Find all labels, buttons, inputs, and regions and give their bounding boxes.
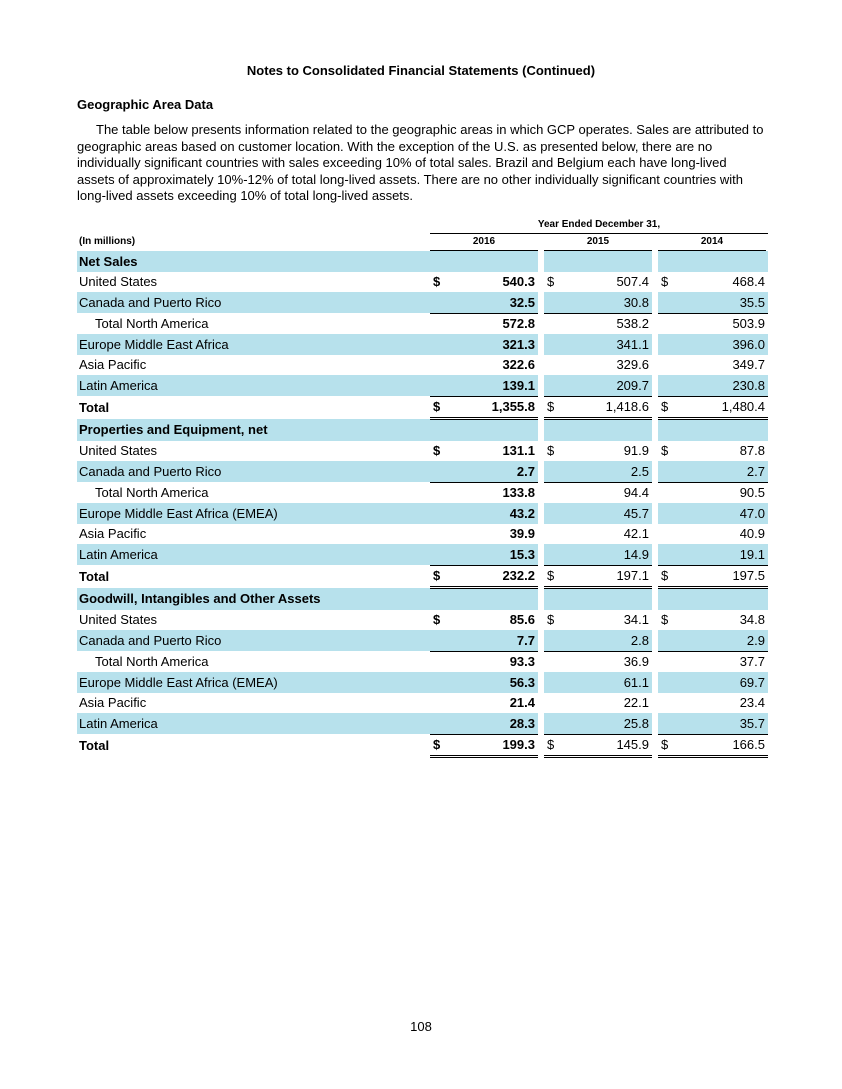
table-row xyxy=(77,672,768,693)
row-label: Latin America xyxy=(77,713,430,734)
currency-symbol xyxy=(544,544,560,565)
value-cell-2014: 47.0 xyxy=(674,503,768,524)
value-cell-2014: 40.9 xyxy=(739,526,765,542)
value-cell-2014: 23.4 xyxy=(739,695,765,711)
total-row xyxy=(77,734,768,757)
row-label: Total xyxy=(79,399,110,415)
currency-symbol: $ xyxy=(433,612,441,628)
currency-symbol xyxy=(430,292,446,313)
row-label: Total North America xyxy=(95,485,209,500)
row-label: Canada and Puerto Rico xyxy=(77,461,430,482)
page-title: Notes to Consolidated Financial Statements (Continued) xyxy=(246,63,596,78)
currency-symbol xyxy=(430,544,446,565)
value-cell-2015: 145.9 xyxy=(560,734,652,757)
value-cell-2015: 1,418.6 xyxy=(560,396,652,419)
currency-symbol xyxy=(658,672,674,693)
currency-symbol: $ xyxy=(658,734,674,757)
currency-symbol xyxy=(544,292,560,313)
row-label: United States xyxy=(79,443,158,459)
value-cell-2016: 28.3 xyxy=(446,713,538,734)
value-cell-2016: 2.7 xyxy=(446,461,538,482)
currency-symbol: $ xyxy=(433,443,441,459)
value-cell-2015: 25.8 xyxy=(560,713,652,734)
value-cell-2015: 2.5 xyxy=(560,461,652,482)
value-cell-2014: 166.5 xyxy=(674,734,768,757)
currency-symbol xyxy=(430,713,446,734)
intro-paragraph: The table below presents information related to the geographic areas in which GCP operates. Sales are attributed to geographic areas based on customer location. With the exception of the U.S. as presented below, there are no individually significant countries with sales exceeding 10% of total sales. Brazil and Belgium each have long-lived assets of approximately 10%-12% of total long-lived assets. There are no other individually significant countries with long-lived assets exceeding 10% of total long-lived assets. xyxy=(77,122,764,203)
currency-symbol: $ xyxy=(547,612,555,628)
row-label: Europe Middle East Africa (EMEA) xyxy=(77,503,430,524)
table-row xyxy=(77,610,768,631)
row-label: Asia Pacific xyxy=(79,526,147,542)
row-label: Europe Middle East Africa xyxy=(77,334,430,355)
row-label: Asia Pacific xyxy=(79,695,147,711)
section-header-row xyxy=(77,419,768,441)
currency-symbol xyxy=(544,524,560,545)
currency-symbol xyxy=(658,693,674,714)
currency-symbol xyxy=(544,672,560,693)
currency-symbol xyxy=(544,503,560,524)
value-cell-2016 xyxy=(446,419,538,441)
currency-symbol xyxy=(658,355,674,376)
currency-symbol xyxy=(430,375,446,396)
currency-symbol xyxy=(658,588,674,610)
unit-label: (In millions) xyxy=(79,236,136,247)
row-label: Total xyxy=(79,737,110,753)
table-row xyxy=(77,693,768,714)
value-cell-2015: 507.4 xyxy=(616,274,649,290)
value-cell-2014: 34.8 xyxy=(739,612,765,628)
currency-symbol xyxy=(544,313,560,334)
currency-symbol xyxy=(430,334,446,355)
currency-symbol xyxy=(544,461,560,482)
row-label: Total xyxy=(79,568,110,584)
value-cell-2014: 2.7 xyxy=(674,461,768,482)
value-cell-2015: 14.9 xyxy=(560,544,652,565)
value-cell-2015: 45.7 xyxy=(560,503,652,524)
currency-symbol xyxy=(658,630,674,651)
period-header: Year Ended December 31, xyxy=(537,219,661,230)
value-cell-2014: 37.7 xyxy=(739,654,765,670)
currency-symbol: $ xyxy=(433,274,441,290)
value-cell-2015: 2.8 xyxy=(560,630,652,651)
table-row xyxy=(77,461,768,482)
value-cell-2016: 21.4 xyxy=(509,695,535,711)
value-cell-2016: 540.3 xyxy=(502,274,535,290)
currency-symbol: $ xyxy=(661,443,669,459)
currency-symbol xyxy=(658,544,674,565)
value-cell-2015 xyxy=(560,251,652,272)
page-number: 108 xyxy=(410,1019,432,1034)
table-row xyxy=(77,355,768,376)
value-cell-2014: 230.8 xyxy=(674,375,768,396)
currency-symbol xyxy=(658,461,674,482)
value-cell-2014: 90.5 xyxy=(739,485,765,501)
section-header-row xyxy=(77,588,768,610)
year-header-2014: 2014 xyxy=(700,236,724,247)
currency-symbol: $ xyxy=(547,443,555,459)
currency-symbol xyxy=(544,334,560,355)
currency-symbol xyxy=(544,588,560,610)
value-cell-2014: 349.7 xyxy=(732,357,765,373)
value-cell-2016: 572.8 xyxy=(502,316,535,332)
currency-symbol xyxy=(658,419,674,441)
currency-symbol xyxy=(430,503,446,524)
value-cell-2016: 43.2 xyxy=(446,503,538,524)
value-cell-2014 xyxy=(674,588,768,610)
currency-symbol: $ xyxy=(661,274,669,290)
value-cell-2015: 30.8 xyxy=(560,292,652,313)
currency-symbol xyxy=(658,651,674,672)
row-label: Europe Middle East Africa (EMEA) xyxy=(77,672,430,693)
value-cell-2016: 133.8 xyxy=(502,485,535,501)
row-label: United States xyxy=(79,612,158,628)
value-cell-2014: 19.1 xyxy=(674,544,768,565)
currency-symbol xyxy=(430,461,446,482)
currency-symbol xyxy=(544,355,560,376)
table-row xyxy=(77,651,768,672)
value-cell-2016: 93.3 xyxy=(509,654,535,670)
currency-symbol: $ xyxy=(544,396,560,419)
currency-symbol xyxy=(658,292,674,313)
table-row xyxy=(77,375,768,396)
currency-symbol xyxy=(544,251,560,272)
value-cell-2015: 22.1 xyxy=(623,695,649,711)
row-label: Canada and Puerto Rico xyxy=(77,292,430,313)
table-row xyxy=(77,524,768,545)
table-row xyxy=(77,272,768,293)
row-label: Total North America xyxy=(95,654,209,669)
value-cell-2016: 32.5 xyxy=(446,292,538,313)
value-cell-2014: 35.7 xyxy=(674,713,768,734)
value-cell-2015: 197.1 xyxy=(560,565,652,588)
currency-symbol xyxy=(544,482,560,503)
currency-symbol xyxy=(658,334,674,355)
currency-symbol xyxy=(658,482,674,503)
table-row xyxy=(77,713,768,734)
currency-symbol xyxy=(658,524,674,545)
value-cell-2015: 329.6 xyxy=(616,357,649,373)
value-cell-2016: 199.3 xyxy=(446,734,538,757)
value-cell-2014 xyxy=(674,251,768,272)
currency-symbol xyxy=(430,251,446,272)
row-label: United States xyxy=(79,274,158,290)
section-header-row xyxy=(77,251,768,272)
currency-symbol: $ xyxy=(658,565,674,588)
row-label: Latin America xyxy=(77,375,430,396)
value-cell-2014: 197.5 xyxy=(674,565,768,588)
currency-symbol: $ xyxy=(544,734,560,757)
row-label: Properties and Equipment, net xyxy=(77,419,430,441)
value-cell-2016: 7.7 xyxy=(446,630,538,651)
value-cell-2014: 1,480.4 xyxy=(674,396,768,419)
value-cell-2014: 2.9 xyxy=(674,630,768,651)
value-cell-2015: 538.2 xyxy=(616,316,649,332)
table-row xyxy=(77,503,768,524)
currency-symbol: $ xyxy=(430,396,446,419)
value-cell-2014: 87.8 xyxy=(739,443,765,459)
value-cell-2014: 35.5 xyxy=(674,292,768,313)
table-row xyxy=(77,292,768,313)
currency-symbol xyxy=(430,588,446,610)
currency-symbol xyxy=(544,419,560,441)
currency-symbol xyxy=(658,375,674,396)
row-label: Asia Pacific xyxy=(79,357,147,373)
currency-symbol xyxy=(430,672,446,693)
year-header-2016: 2016 xyxy=(472,236,496,247)
row-label: Canada and Puerto Rico xyxy=(77,630,430,651)
value-cell-2015: 34.1 xyxy=(623,612,649,628)
row-label: Net Sales xyxy=(77,251,430,272)
value-cell-2016: 321.3 xyxy=(446,334,538,355)
currency-symbol xyxy=(430,313,446,334)
value-cell-2015: 61.1 xyxy=(560,672,652,693)
value-cell-2016: 85.6 xyxy=(509,612,535,628)
value-cell-2014: 396.0 xyxy=(674,334,768,355)
value-cell-2014: 468.4 xyxy=(732,274,765,290)
value-cell-2016: 15.3 xyxy=(446,544,538,565)
total-row xyxy=(77,396,768,419)
section-title: Geographic Area Data xyxy=(77,97,214,112)
currency-symbol xyxy=(544,693,560,714)
total-row xyxy=(77,565,768,588)
currency-symbol xyxy=(658,251,674,272)
value-cell-2016 xyxy=(446,588,538,610)
currency-symbol xyxy=(430,355,446,376)
geographic-data-table xyxy=(77,251,768,758)
currency-symbol: $ xyxy=(547,274,555,290)
value-cell-2016: 56.3 xyxy=(446,672,538,693)
period-header-rule xyxy=(430,233,768,234)
value-cell-2015: 91.9 xyxy=(623,443,649,459)
table-row xyxy=(77,544,768,565)
currency-symbol xyxy=(544,375,560,396)
table-row xyxy=(77,441,768,462)
value-cell-2014: 69.7 xyxy=(674,672,768,693)
currency-symbol xyxy=(430,524,446,545)
currency-symbol: $ xyxy=(430,734,446,757)
row-label: Latin America xyxy=(77,544,430,565)
value-cell-2015 xyxy=(560,588,652,610)
currency-symbol xyxy=(658,503,674,524)
value-cell-2014 xyxy=(674,419,768,441)
column-header-row xyxy=(77,236,768,250)
row-label: Goodwill, Intangibles and Other Assets xyxy=(77,588,430,610)
currency-symbol xyxy=(430,630,446,651)
table-row xyxy=(77,630,768,651)
row-label: Total North America xyxy=(95,316,209,331)
year-header-2015: 2015 xyxy=(586,236,610,247)
value-cell-2014: 503.9 xyxy=(732,316,765,332)
table-row xyxy=(77,334,768,355)
value-cell-2015 xyxy=(560,419,652,441)
value-cell-2015: 94.4 xyxy=(623,485,649,501)
value-cell-2016: 131.1 xyxy=(502,443,535,459)
value-cell-2015: 42.1 xyxy=(623,526,649,542)
currency-symbol: $ xyxy=(544,565,560,588)
value-cell-2016 xyxy=(446,251,538,272)
value-cell-2015: 209.7 xyxy=(560,375,652,396)
table-body xyxy=(77,251,768,757)
value-cell-2016: 39.9 xyxy=(509,526,535,542)
currency-symbol xyxy=(430,651,446,672)
currency-symbol xyxy=(430,482,446,503)
table-row xyxy=(77,482,768,503)
value-cell-2016: 1,355.8 xyxy=(446,396,538,419)
value-cell-2016: 139.1 xyxy=(446,375,538,396)
currency-symbol xyxy=(658,713,674,734)
currency-symbol: $ xyxy=(661,612,669,628)
currency-symbol xyxy=(658,313,674,334)
currency-symbol xyxy=(544,651,560,672)
currency-symbol xyxy=(430,693,446,714)
currency-symbol xyxy=(430,419,446,441)
value-cell-2015: 341.1 xyxy=(560,334,652,355)
value-cell-2015: 36.9 xyxy=(623,654,649,670)
currency-symbol: $ xyxy=(430,565,446,588)
currency-symbol xyxy=(544,713,560,734)
currency-symbol xyxy=(544,630,560,651)
table-row xyxy=(77,313,768,334)
value-cell-2016: 322.6 xyxy=(502,357,535,373)
value-cell-2016: 232.2 xyxy=(446,565,538,588)
currency-symbol: $ xyxy=(658,396,674,419)
